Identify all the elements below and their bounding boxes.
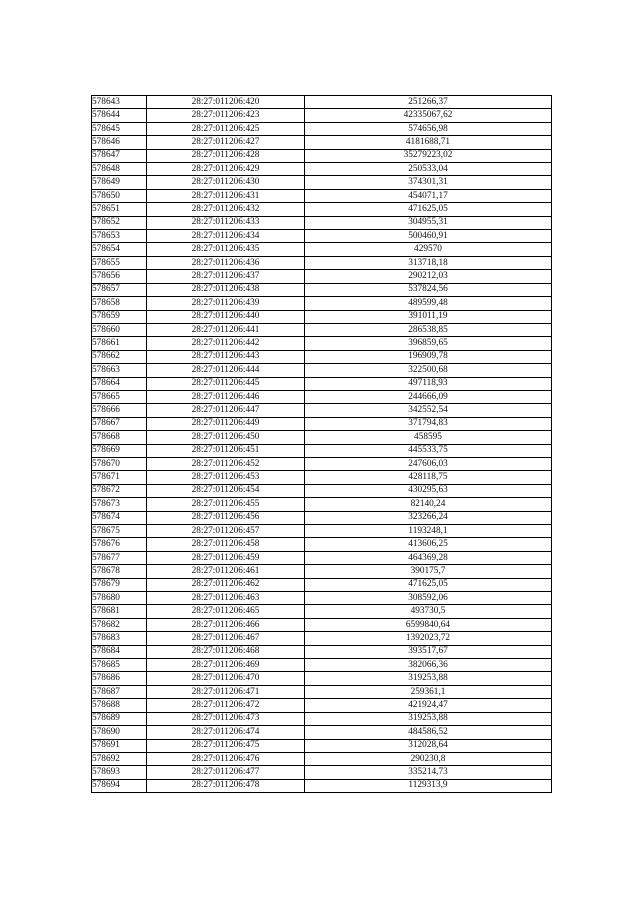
table-row: [92, 189, 552, 202]
cadastral-value-cell: 458595: [305, 431, 552, 444]
cadastral-number-cell: 28:27:011206:477: [147, 766, 305, 779]
cadastral-number-cell: 28:27:011206:466: [147, 618, 305, 631]
table-row: [92, 779, 552, 792]
cadastral-number-cell: 28:27:011206:456: [147, 511, 305, 524]
row-number-cell: 578669: [92, 444, 147, 457]
table-row: [92, 122, 552, 135]
cadastral-value-cell: 382066,36: [305, 659, 552, 672]
cadastral-number-cell: 28:27:011206:459: [147, 551, 305, 564]
cadastral-value-cell: 421924,47: [305, 699, 552, 712]
cadastral-number-cell: 28:27:011206:470: [147, 672, 305, 685]
cadastral-value-cell: 428118,75: [305, 471, 552, 484]
row-number-cell: 578652: [92, 216, 147, 229]
cadastral-value-cell: 342552,54: [305, 404, 552, 417]
row-number-cell: 578665: [92, 390, 147, 403]
cadastral-number-cell: 28:27:011206:457: [147, 525, 305, 538]
table-row: [92, 404, 552, 417]
row-number-cell: 578673: [92, 498, 147, 511]
cadastral-number-cell: 28:27:011206:445: [147, 377, 305, 390]
cadastral-number-cell: 28:27:011206:431: [147, 189, 305, 202]
table-row: [92, 538, 552, 551]
table-row: [92, 444, 552, 457]
table-row: [92, 525, 552, 538]
table-row: [92, 270, 552, 283]
table-row: [92, 176, 552, 189]
table-row: [92, 565, 552, 578]
row-number-cell: 578682: [92, 618, 147, 631]
cadastral-value-cell: 308592,06: [305, 592, 552, 605]
cadastral-value-cell: 445533,75: [305, 444, 552, 457]
cadastral-number-cell: 28:27:011206:442: [147, 337, 305, 350]
cadastral-number-cell: 28:27:011206:454: [147, 484, 305, 497]
row-number-cell: 578657: [92, 283, 147, 296]
row-number-cell: 578655: [92, 256, 147, 269]
cadastral-number-cell: 28:27:011206:462: [147, 578, 305, 591]
table-row: [92, 216, 552, 229]
cadastral-value-cell: 484586,52: [305, 726, 552, 739]
table-row: [92, 109, 552, 122]
cadastral-value-cell: 489599,48: [305, 297, 552, 310]
cadastral-number-cell: 28:27:011206:468: [147, 645, 305, 658]
cadastral-number-cell: 28:27:011206:452: [147, 457, 305, 470]
cadastral-number-cell: 28:27:011206:447: [147, 404, 305, 417]
table-row: [92, 457, 552, 470]
table-row: [92, 578, 552, 591]
row-number-cell: 578685: [92, 659, 147, 672]
row-number-cell: 578646: [92, 136, 147, 149]
cadastral-value-cell: 196909,78: [305, 350, 552, 363]
cadastral-number-cell: 28:27:011206:427: [147, 136, 305, 149]
cadastral-number-cell: 28:27:011206:430: [147, 176, 305, 189]
cadastral-value-cell: 429570: [305, 243, 552, 256]
cadastral-value-cell: 290212,03: [305, 270, 552, 283]
table-row: [92, 96, 552, 109]
cadastral-number-cell: 28:27:011206:474: [147, 726, 305, 739]
row-number-cell: 578674: [92, 511, 147, 524]
cadastral-value-cell: 304955,31: [305, 216, 552, 229]
cadastral-number-cell: 28:27:011206:437: [147, 270, 305, 283]
cadastral-value-cell: 471625,05: [305, 203, 552, 216]
cadastral-value-cell: 322500,68: [305, 364, 552, 377]
cadastral-number-cell: 28:27:011206:471: [147, 685, 305, 698]
cadastral-value-cell: 497118,93: [305, 377, 552, 390]
table-row: [92, 471, 552, 484]
cadastral-value-cell: 390175,7: [305, 565, 552, 578]
cadastral-value-cell: 290230,8: [305, 752, 552, 765]
table-row: [92, 390, 552, 403]
cadastral-number-cell: 28:27:011206:420: [147, 96, 305, 109]
row-number-cell: 578650: [92, 189, 147, 202]
table-row: [92, 592, 552, 605]
cadastral-number-cell: 28:27:011206:425: [147, 122, 305, 135]
cadastral-value-cell: 4181688,71: [305, 136, 552, 149]
row-number-cell: 578681: [92, 605, 147, 618]
table-row: [92, 618, 552, 631]
row-number-cell: 578659: [92, 310, 147, 323]
cadastral-number-cell: 28:27:011206:440: [147, 310, 305, 323]
table-row: [92, 323, 552, 336]
cadastral-number-cell: 28:27:011206:444: [147, 364, 305, 377]
cadastral-number-cell: 28:27:011206:435: [147, 243, 305, 256]
row-number-cell: 578691: [92, 739, 147, 752]
row-number-cell: 578690: [92, 726, 147, 739]
row-number-cell: 578668: [92, 431, 147, 444]
row-number-cell: 578643: [92, 96, 147, 109]
cadastral-number-cell: 28:27:011206:461: [147, 565, 305, 578]
row-number-cell: 578664: [92, 377, 147, 390]
cadastral-value-cell: 259361,1: [305, 685, 552, 698]
row-number-cell: 578666: [92, 404, 147, 417]
table-row: [92, 484, 552, 497]
table-row: [92, 256, 552, 269]
cadastral-value-cell: 374301,31: [305, 176, 552, 189]
cadastral-value-cell: 396859,65: [305, 337, 552, 350]
table-row: [92, 645, 552, 658]
row-number-cell: 578654: [92, 243, 147, 256]
cadastral-number-cell: 28:27:011206:439: [147, 297, 305, 310]
table-row: [92, 511, 552, 524]
cadastral-number-cell: 28:27:011206:476: [147, 752, 305, 765]
row-number-cell: 578644: [92, 109, 147, 122]
table-row: [92, 752, 552, 765]
table-row: [92, 431, 552, 444]
table-row: [92, 230, 552, 243]
table-row: [92, 685, 552, 698]
table-row: [92, 337, 552, 350]
row-number-cell: 578692: [92, 752, 147, 765]
cadastral-number-cell: 28:27:011206:438: [147, 283, 305, 296]
cadastral-number-cell: 28:27:011206:472: [147, 699, 305, 712]
cadastral-number-cell: 28:27:011206:423: [147, 109, 305, 122]
cadastral-value-cell: 500460,91: [305, 230, 552, 243]
row-number-cell: 578680: [92, 592, 147, 605]
table-row: [92, 417, 552, 430]
table-row: [92, 163, 552, 176]
cadastral-value-cell: 471625,05: [305, 578, 552, 591]
table-row: [92, 672, 552, 685]
cadastral-number-cell: 28:27:011206:436: [147, 256, 305, 269]
cadastral-number-cell: 28:27:011206:455: [147, 498, 305, 511]
cadastral-value-cell: 1193248,1: [305, 525, 552, 538]
row-number-cell: 578647: [92, 149, 147, 162]
row-number-cell: 578648: [92, 163, 147, 176]
row-number-cell: 578651: [92, 203, 147, 216]
cadastral-number-cell: 28:27:011206:463: [147, 592, 305, 605]
cadastral-value-cell: 1129313,9: [305, 779, 552, 792]
row-number-cell: 578684: [92, 645, 147, 658]
cadastral-value-cell: 1392023,72: [305, 632, 552, 645]
cadastral-number-cell: 28:27:011206:429: [147, 163, 305, 176]
table-row: [92, 310, 552, 323]
cadastral-number-cell: 28:27:011206:465: [147, 605, 305, 618]
row-number-cell: 578689: [92, 712, 147, 725]
cadastral-value-cell: 413606,25: [305, 538, 552, 551]
cadastral-value-cell: 430295,63: [305, 484, 552, 497]
cadastral-value-cell: 251266,37: [305, 96, 552, 109]
cadastral-number-cell: 28:27:011206:478: [147, 779, 305, 792]
cadastral-value-cell: 391011,19: [305, 310, 552, 323]
table-row: [92, 605, 552, 618]
cadastral-value-cell: 312028,64: [305, 739, 552, 752]
cadastral-value-cell: 323266,24: [305, 511, 552, 524]
row-number-cell: 578688: [92, 699, 147, 712]
row-number-cell: 578656: [92, 270, 147, 283]
row-number-cell: 578667: [92, 417, 147, 430]
table-row: [92, 632, 552, 645]
row-number-cell: 578663: [92, 364, 147, 377]
cadastral-number-cell: 28:27:011206:428: [147, 149, 305, 162]
row-number-cell: 578653: [92, 230, 147, 243]
cadastral-value-cell: 537824,56: [305, 283, 552, 296]
table-row: [92, 766, 552, 779]
row-number-cell: 578686: [92, 672, 147, 685]
cadastral-number-cell: 28:27:011206:450: [147, 431, 305, 444]
row-number-cell: 578645: [92, 122, 147, 135]
cadastral-number-cell: 28:27:011206:446: [147, 390, 305, 403]
table-row: [92, 712, 552, 725]
table-row: [92, 283, 552, 296]
cadastral-number-cell: 28:27:011206:473: [147, 712, 305, 725]
table-row: [92, 203, 552, 216]
cadastral-value-cell: 319253,88: [305, 712, 552, 725]
table-row: [92, 739, 552, 752]
row-number-cell: 578694: [92, 779, 147, 792]
row-number-cell: 578675: [92, 525, 147, 538]
row-number-cell: 578661: [92, 337, 147, 350]
row-number-cell: 578678: [92, 565, 147, 578]
row-number-cell: 578670: [92, 457, 147, 470]
row-number-cell: 578672: [92, 484, 147, 497]
row-number-cell: 578662: [92, 350, 147, 363]
row-number-cell: 578658: [92, 297, 147, 310]
cadastral-value-cell: 82140,24: [305, 498, 552, 511]
row-number-cell: 578693: [92, 766, 147, 779]
table-row: [92, 136, 552, 149]
cadastral-number-cell: 28:27:011206:441: [147, 323, 305, 336]
cadastral-number-cell: 28:27:011206:467: [147, 632, 305, 645]
cadastral-value-cell: 6599840,64: [305, 618, 552, 631]
cadastral-value-cell: 247606,03: [305, 457, 552, 470]
cadastral-value-table: [91, 95, 552, 793]
cadastral-value-cell: 286538,85: [305, 323, 552, 336]
cadastral-number-cell: 28:27:011206:458: [147, 538, 305, 551]
cadastral-number-cell: 28:27:011206:434: [147, 230, 305, 243]
cadastral-value-cell: 250533,04: [305, 163, 552, 176]
cadastral-value-cell: 335214,73: [305, 766, 552, 779]
cadastral-value-cell: 393517,67: [305, 645, 552, 658]
cadastral-value-cell: 574656,98: [305, 122, 552, 135]
cadastral-value-cell: 464369,28: [305, 551, 552, 564]
table-row: [92, 498, 552, 511]
table-row: [92, 364, 552, 377]
cadastral-number-cell: 28:27:011206:432: [147, 203, 305, 216]
cadastral-number-cell: 28:27:011206:475: [147, 739, 305, 752]
cadastral-value-cell: 371794,83: [305, 417, 552, 430]
table-row: [92, 377, 552, 390]
row-number-cell: 578676: [92, 538, 147, 551]
row-number-cell: 578683: [92, 632, 147, 645]
cadastral-number-cell: 28:27:011206:443: [147, 350, 305, 363]
cadastral-number-cell: 28:27:011206:453: [147, 471, 305, 484]
row-number-cell: 578679: [92, 578, 147, 591]
table-body: [92, 96, 552, 793]
table-row: [92, 551, 552, 564]
table-row: [92, 297, 552, 310]
cadastral-value-cell: 313718,18: [305, 256, 552, 269]
cadastral-number-cell: 28:27:011206:449: [147, 417, 305, 430]
row-number-cell: 578660: [92, 323, 147, 336]
table-row: [92, 149, 552, 162]
row-number-cell: 578649: [92, 176, 147, 189]
cadastral-number-cell: 28:27:011206:451: [147, 444, 305, 457]
cadastral-value-cell: 35279223,02: [305, 149, 552, 162]
table-row: [92, 243, 552, 256]
table-row: [92, 659, 552, 672]
cadastral-number-cell: 28:27:011206:433: [147, 216, 305, 229]
row-number-cell: 578687: [92, 685, 147, 698]
cadastral-value-cell: 42335067,62: [305, 109, 552, 122]
table-row: [92, 350, 552, 363]
row-number-cell: 578671: [92, 471, 147, 484]
row-number-cell: 578677: [92, 551, 147, 564]
table-row: [92, 699, 552, 712]
cadastral-value-cell: 319253,88: [305, 672, 552, 685]
cadastral-value-cell: 244666,09: [305, 390, 552, 403]
cadastral-value-cell: 454071,17: [305, 189, 552, 202]
cadastral-value-cell: 493730,5: [305, 605, 552, 618]
table-row: [92, 726, 552, 739]
cadastral-number-cell: 28:27:011206:469: [147, 659, 305, 672]
